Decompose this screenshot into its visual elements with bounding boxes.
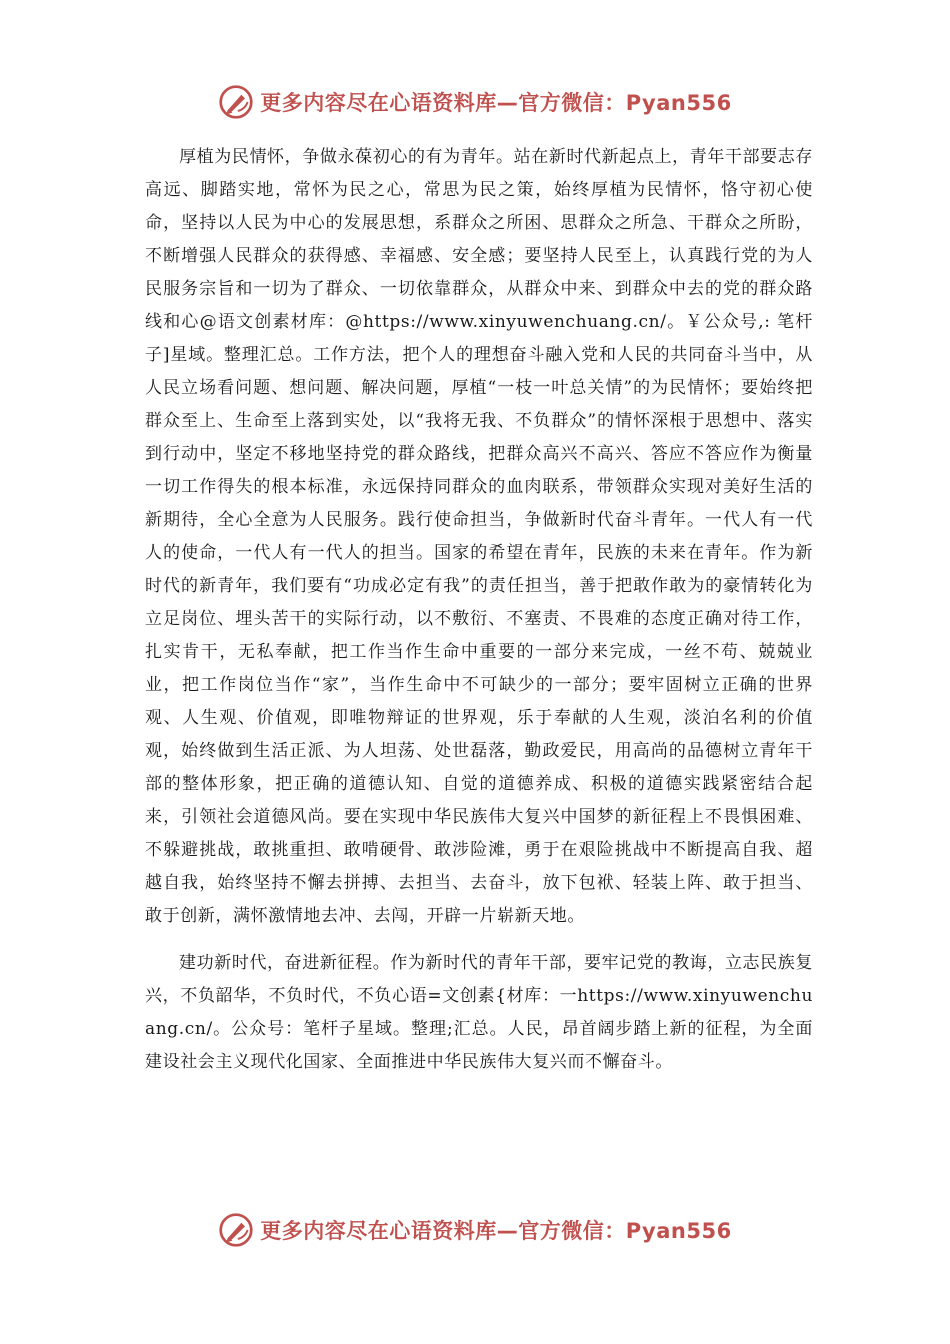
banner-text: 更多内容尽在心语资料库—官方微信：Pyan556 [260,1219,732,1243]
header-banner [0,82,950,122]
pen-logo-icon [218,84,254,120]
article-body [145,141,813,1093]
footer-banner [0,1210,950,1250]
banner-text: 更多内容尽在心语资料库—官方微信：Pyan556 [260,91,732,115]
paragraph-2: 建功新时代，奋进新征程。作为新时代的青年干部，要牢记党的教诲，立志民族复兴，不负韶华，不负时代，不负心语=文创素{材库：一https://www.xinyuwenchuang.cn/。公众号：笔杆子星域。整理;汇总。人民，昂首阔步踏上新的征程，为全面建设社会主义现代化国家、全面推进中华民族伟大复兴而不懈奋斗。 [145,953,813,1072]
paragraph-1: 厚植为民情怀，争做永葆初心的有为青年。站在新时代新起点上，青年干部要志存高远、脚踏实地，常怀为民之心，常思为民之策，始终厚植为民情怀，恪守初心使命，坚持以人民为中心的发展思想，系群众之所困、思群众之所急、干群众之所盼，不断增强人民群众的获得感、幸福感、安全感；要坚持人民至上，认真践行党的为人民服务宗旨和一切为了群众、一切依靠群众，从群众中来、到群众中去的党的群众路线和心@语文创素材库：@https://www.xinyuwenchuang.cn/。￥公众号,: 笔杆子]星域。整理汇总。工作方法，把个人的理想奋斗融入党和人民的共同奋斗当中，从人民立场看问题、想问题、解决问题，厚植“一枝一叶总关情”的为民情怀；要始终把群众至上、生命至上落到实处，以“我将无我、不负群众”的情怀深根于思想中、落实到行动中，坚定不移地坚持党的群众路线，把群众高兴不高兴、答应不答应作为衡量一切工作得失的根本标准，永远保持同群众的血肉联系，带领群众实现对美好生活的新期待，全心全意为人民服务。践行使命担当，争做新时代奋斗青年。一代人有一代人的使命，一代人有一代人的担当。国家的希望在青年，民族的未来在青年。作为新时代的新青年，我们要有“功成必定有我”的责任担当，善于把敢作敢为的豪情转化为立足岗位、埋头苦干的实际行动，以不敷衍、不塞责、不畏难的态度正确对待工作，扎实肯干，无私奉献，把工作当作生命中重要的一部分来完成，一丝不苟、兢兢业业，把工作岗位当作“家”，当作生命中不可缺少的一部分；要牢固树立正确的世界观、人生观、价值观，即唯物辩证的世界观，乐于奉献的人生观，淡泊名利的价值观，始终做到生活正派、为人坦荡、处世磊落，勤政爱民，用高尚的品德树立青年干部的整体形象，把正确的道德认知、自觉的道德养成、积极的道德实践紧密结合起来，引领社会道德风尚。要在实现中华民族伟大复兴中国梦的新征程上不畏惧困难、不躲避挑战，敢挑重担、敢啃硬骨、敢涉险滩，勇于在艰险挑战中不断提高自我、超越自我，始终坚持不懈去拼搏、去担当、去奋斗，放下包袱、轻装上阵、敢于担当、敢于创新，满怀激情地去冲、去闯，开辟一片崭新天地。 [145,147,813,926]
pen-logo-icon [218,1212,254,1248]
